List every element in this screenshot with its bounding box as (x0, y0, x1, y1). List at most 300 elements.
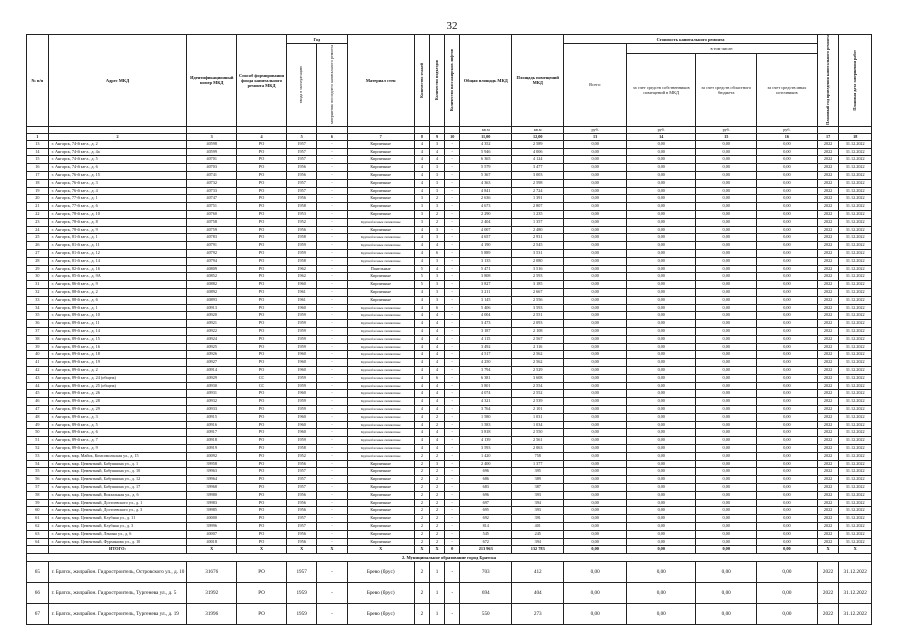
cell-plan-year: 2022 (817, 289, 839, 297)
cell-row-number: 37 (27, 328, 49, 336)
cell-deadline: 31.12.2022 (839, 343, 872, 351)
cell-address: г. Ангарск, 89-й кв-л., д. 3 (48, 413, 187, 421)
cell-plan-year: 2022 (817, 242, 839, 250)
cell-address: г. Ангарск, 89-й кв-л., д. 5 (48, 421, 187, 429)
cell-year-last-repair: - (317, 538, 347, 546)
cell-area-premises: 2 567 (512, 335, 564, 343)
cell-wall-material: Крупноблочные силикатные (347, 429, 414, 437)
cell-area-total: 4 363 (460, 179, 512, 187)
cell-cost-total: 0,00 (564, 148, 627, 156)
cell-wall-material: Крупноблочные силикатные (347, 452, 414, 460)
cell-id-number: 39968 (187, 483, 237, 491)
cell-lifts: - (445, 507, 460, 515)
cell-entrances: 4 (429, 265, 444, 273)
cell-plan-year: 2022 (817, 148, 839, 156)
cell-address: г. Ангарск, 74-й кв-л., д. 4а (48, 148, 187, 156)
cell-cost-total: 0,00 (564, 437, 627, 445)
header-num: № п/п (27, 35, 49, 127)
cell-cost-regional: 0,00 (696, 530, 757, 538)
cell-cost-other: 0,00 (757, 281, 818, 289)
cell-entrances: 3 (429, 289, 444, 297)
cell-wall-material: Крупноблочные силикатные (347, 343, 414, 351)
cell-year-built: 1952 (286, 218, 316, 226)
cell-floors: 2 (414, 507, 429, 515)
cell-fund-method: РО (237, 195, 287, 203)
cell-wall-material: Крупноблочные силикатные (347, 390, 414, 398)
cell-floors: 2 (414, 460, 429, 468)
unit-total: руб. (564, 126, 627, 133)
cell-year-last-repair: - (317, 179, 347, 187)
cell-plan-year: 2022 (817, 281, 839, 289)
total-x: X (347, 546, 414, 554)
cell-year-last-repair: - (317, 582, 347, 603)
cell-entrances: 4 (429, 328, 444, 336)
cell-row-number: 46 (27, 398, 49, 406)
cell-lifts: - (445, 203, 460, 211)
header-material: Материал стен (347, 35, 414, 127)
cell-cost-own: 0,00 (627, 405, 696, 413)
cell-fund-method: РО (237, 218, 287, 226)
header-deadline: Плановая дата завершения работ (839, 35, 872, 127)
cell-deadline: 31.12.2022 (839, 483, 872, 491)
cell-wall-material: Крупноблочные силикатные (347, 437, 414, 445)
cell-wall-material: Крупноблочные силикатные (347, 320, 414, 328)
cell-year-built: 1958 (286, 203, 316, 211)
cell-floors: 4 (414, 328, 429, 336)
cell-area-premises: 2 724 (512, 187, 564, 195)
cell-area-premises: 1 034 (512, 421, 564, 429)
cell-plan-year: 2022 (817, 187, 839, 195)
cell-address: г. Ангарск, 82-й кв-л., д. 16 (48, 265, 187, 273)
cell-entrances: 6 (429, 304, 444, 312)
cell-entrances: 3 (429, 257, 444, 265)
cell-lifts: - (445, 335, 460, 343)
cell-plan-year: 2022 (817, 359, 839, 367)
cell-cost-own: 0,00 (627, 203, 696, 211)
cell-area-premises: 2 080 (512, 257, 564, 265)
cell-wall-material: Кирпичные (347, 507, 414, 515)
cell-cost-regional: 0,00 (696, 140, 757, 148)
cell-plan-year: 2022 (817, 468, 839, 476)
cell-lifts: - (445, 374, 460, 382)
cell-year-built: 1959 (286, 250, 316, 258)
cell-plan-year: 2022 (817, 582, 839, 603)
cell-cost-other: 0,00 (757, 203, 818, 211)
cell-area-premises: 2 063 (512, 444, 564, 452)
cell-entrances: 3 (429, 203, 444, 211)
cell-row-number: 14 (27, 148, 49, 156)
cell-cost-other: 0,00 (757, 491, 818, 499)
cell-wall-material: Кирпичные (347, 148, 414, 156)
cell-id-number: 39963 (187, 468, 237, 476)
cell-area-premises: 2 931 (512, 234, 564, 242)
cell-wall-material: Кирпичные (347, 195, 414, 203)
cell-row-number: 59 (27, 499, 49, 507)
cell-address: г. Ангарск, 74-й кв-л., д. 5 (48, 156, 187, 164)
cell-id-number: 40809 (187, 265, 237, 273)
cell-cost-other: 0,00 (757, 405, 818, 413)
cell-plan-year: 2022 (817, 156, 839, 164)
cell-deadline: 31.12.2022 (839, 218, 872, 226)
cell-year-last-repair: - (317, 351, 347, 359)
cell-year-built: 1959 (286, 374, 316, 382)
cell-lifts: - (445, 390, 460, 398)
cell-deadline: 31.12.2022 (839, 304, 872, 312)
cell-fund-method: РО (237, 491, 287, 499)
cell-deadline: 31.12.2022 (839, 289, 872, 297)
cell-wall-material: Кирпичные (347, 460, 414, 468)
cell-cost-total: 0,00 (564, 382, 627, 390)
cell-entrances: 3 (429, 460, 444, 468)
cell-year-last-repair: - (317, 242, 347, 250)
table-row (27, 390, 872, 398)
table-row (27, 328, 872, 336)
cell-cost-own: 0,00 (627, 296, 696, 304)
cell-lifts: - (445, 343, 460, 351)
cell-cost-other: 0,00 (757, 351, 818, 359)
cell-wall-material: Крупноблочные силикатные (347, 250, 414, 258)
cell-id-number: 40932 (187, 398, 237, 406)
cell-lifts: - (445, 499, 460, 507)
cell-area-total: 4 139 (460, 437, 512, 445)
cell-row-number: 52 (27, 444, 49, 452)
cell-area-premises: 2 108 (512, 328, 564, 336)
cell-year-built: 1959 (286, 335, 316, 343)
cell-area-total: 3 473 (460, 320, 512, 328)
cell-cost-total: 0,00 (564, 343, 627, 351)
cell-area-premises: 758 (512, 452, 564, 460)
cell-cost-total: 0,00 (564, 460, 627, 468)
cell-wall-material: Крупноблочные силикатные (347, 257, 414, 265)
cell-entrances: 2 (429, 195, 444, 203)
cell-cost-own: 0,00 (627, 179, 696, 187)
cell-year-last-repair: - (317, 343, 347, 351)
table-row (27, 507, 872, 515)
cell-cost-total: 0,00 (564, 491, 627, 499)
cell-fund-method: РО (237, 257, 287, 265)
cell-deadline: 31.12.2022 (839, 538, 872, 546)
cell-plan-year: 2022 (817, 382, 839, 390)
column-number: 7 (347, 133, 414, 140)
cell-fund-method: РО (237, 289, 287, 297)
cell-lifts: - (445, 460, 460, 468)
cell-cost-regional: 0,00 (696, 273, 757, 281)
cell-wall-material: Крупноблочные силикатные (347, 351, 414, 359)
cell-year-built: 1960 (286, 304, 316, 312)
cell-area-premises: 389 (512, 476, 564, 484)
cell-id-number: 40926 (187, 351, 237, 359)
cell-year-last-repair: - (317, 226, 347, 234)
cell-cost-total: 0,00 (564, 156, 627, 164)
cell-row-number: 40 (27, 351, 49, 359)
cell-id-number: 40741 (187, 172, 237, 180)
cell-area-premises: 4 124 (512, 156, 564, 164)
cell-cost-other: 0,00 (757, 218, 818, 226)
cell-plan-year: 2022 (817, 343, 839, 351)
cell-fund-method: РО (237, 515, 287, 523)
cell-fund-method: РО (237, 296, 287, 304)
cell-fund-method: РО (237, 312, 287, 320)
cell-deadline: 31.12.2022 (839, 530, 872, 538)
cell-cost-own: 0,00 (627, 304, 696, 312)
cell-deadline: 31.12.2022 (839, 328, 872, 336)
cell-year-built: 1957 (286, 148, 316, 156)
cell-cost-regional: 0,00 (696, 250, 757, 258)
cell-wall-material: Кирпичные (347, 273, 414, 281)
cell-entrances: 3 (429, 273, 444, 281)
cell-floors: 2 (414, 561, 429, 582)
table-row (27, 452, 872, 460)
cell-lifts: - (445, 148, 460, 156)
cell-floors: 2 (414, 603, 429, 624)
cell-area-premises: 3 516 (512, 265, 564, 273)
cell-cost-other: 0,00 (757, 148, 818, 156)
cell-deadline: 31.12.2022 (839, 234, 872, 242)
cell-cost-regional: 0,00 (696, 538, 757, 546)
cell-cost-regional: 0,00 (696, 460, 757, 468)
cell-area-premises: 2 116 (512, 343, 564, 351)
cell-cost-own: 0,00 (627, 429, 696, 437)
cell-deadline: 31.12.2022 (839, 250, 872, 258)
cell-year-built: 1960 (286, 413, 316, 421)
cell-cost-regional: 0,00 (696, 437, 757, 445)
cell-floors: 3 (414, 195, 429, 203)
cell-lifts: - (445, 265, 460, 273)
capital-repair-table (26, 34, 872, 625)
cell-address: г. Ангарск, 89-й кв-л., д. 15 (48, 335, 187, 343)
cell-address: г. Ангарск, 89-й кв-л., д. 9 (48, 444, 187, 452)
cell-cost-regional: 0,00 (696, 320, 757, 328)
header-address: Адрес МКД (48, 35, 187, 127)
cell-cost-other: 0,00 (757, 582, 818, 603)
cell-plan-year: 2022 (817, 507, 839, 515)
cell-address: г. Братск, жилрайон. Гидростроитель, Островского ул., д. 10 (48, 561, 187, 582)
cell-year-built: 1959 (286, 382, 316, 390)
cell-deadline: 31.12.2022 (839, 398, 872, 406)
cell-wall-material: Крупноблочные силикатные (347, 382, 414, 390)
cell-area-premises: 2 562 (512, 351, 564, 359)
cell-area-total: 2 290 (460, 211, 512, 219)
cell-cost-own: 0,00 (627, 172, 696, 180)
cell-floors: 5 (414, 265, 429, 273)
cell-cost-regional: 0,00 (696, 476, 757, 484)
cell-year-last-repair: - (317, 530, 347, 538)
cell-deadline: 31.12.2022 (839, 421, 872, 429)
cell-cost-total: 0,00 (564, 179, 627, 187)
cell-address: г. Ангарск, мкр. Цементный, Бабушкина ул., д. 1 (48, 460, 187, 468)
cell-cost-total: 0,00 (564, 522, 627, 530)
cell-floors: 2 (414, 476, 429, 484)
cell-id-number: 39958 (187, 460, 237, 468)
cell-area-total: 4 841 (460, 187, 512, 195)
cell-cost-own: 0,00 (627, 452, 696, 460)
cell-cost-other: 0,00 (757, 273, 818, 281)
cell-cost-regional: 0,00 (696, 156, 757, 164)
cell-lifts: - (445, 413, 460, 421)
cell-lifts: - (445, 179, 460, 187)
cell-cost-other: 0,00 (757, 499, 818, 507)
cell-floors: 2 (414, 499, 429, 507)
cell-entrances: 2 (429, 499, 444, 507)
cell-cost-own: 0,00 (627, 413, 696, 421)
cell-cost-regional: 0,00 (696, 405, 757, 413)
cell-address: г. Ангарск, 74-й кв-л., д. 6 (48, 164, 187, 172)
cell-lifts: - (445, 164, 460, 172)
cell-fund-method: РО (237, 582, 287, 603)
cell-id-number: 39980 (187, 491, 237, 499)
cell-row-number: 51 (27, 437, 49, 445)
cell-wall-material: Кирпичные (347, 281, 414, 289)
cell-cost-total: 0,00 (564, 499, 627, 507)
cell-cost-other: 0,00 (757, 265, 818, 273)
cell-year-last-repair: - (317, 421, 347, 429)
cell-floors: 4 (414, 179, 429, 187)
cell-cost-other: 0,00 (757, 328, 818, 336)
cell-area-premises: 2 554 (512, 382, 564, 390)
cell-plan-year: 2022 (817, 413, 839, 421)
cell-fund-method: РО (237, 172, 287, 180)
table-row (27, 538, 872, 546)
cell-year-last-repair: - (317, 491, 347, 499)
cell-year-built: 1959 (286, 582, 316, 603)
cell-address: г. Ангарск, 89-й кв-л., д. 2 (48, 367, 187, 375)
header-area-total: Общая площадь МКД (460, 35, 512, 127)
cell-year-built: 1957 (286, 483, 316, 491)
cell-cost-own: 0,00 (627, 234, 696, 242)
cell-wall-material: Крупноблочные силикатные (347, 374, 414, 382)
cell-area-total: 5 889 (460, 250, 512, 258)
cell-lifts: - (445, 296, 460, 304)
total-x: X (187, 546, 237, 554)
cell-floors: 4 (414, 437, 429, 445)
cell-row-number: 65 (27, 561, 49, 582)
cell-row-number: 24 (27, 226, 49, 234)
cell-id-number: 31996 (187, 603, 237, 624)
cell-area-premises: 2 667 (512, 289, 564, 297)
cell-fund-method: РО (237, 398, 287, 406)
cell-id-number: 40732 (187, 179, 237, 187)
cell-area-premises: 1 391 (512, 195, 564, 203)
cell-id-number: 40893 (187, 296, 237, 304)
cell-wall-material: Панельные (347, 265, 414, 273)
cell-lifts: - (445, 195, 460, 203)
cell-year-built: 1957 (286, 476, 316, 484)
cell-cost-other: 0,00 (757, 382, 818, 390)
cell-entrances: 2 (429, 413, 444, 421)
cell-lifts: - (445, 522, 460, 530)
cell-entrances: 2 (429, 421, 444, 429)
cell-year-built: 1956 (286, 507, 316, 515)
cell-cost-regional: 0,00 (696, 234, 757, 242)
cell-floors: 4 (414, 351, 429, 359)
cell-year-last-repair: - (317, 522, 347, 530)
cell-cost-own: 0,00 (627, 421, 696, 429)
table-row (27, 148, 872, 156)
cell-area-premises: 2 556 (512, 296, 564, 304)
cell-cost-other: 0,00 (757, 320, 818, 328)
cell-year-last-repair: - (317, 603, 347, 624)
cell-fund-method: РО (237, 148, 287, 156)
cell-id-number: 31676 (187, 561, 237, 582)
cell-lifts: - (445, 476, 460, 484)
table-row (27, 320, 872, 328)
cell-deadline: 31.12.2022 (839, 390, 872, 398)
cell-plan-year: 2022 (817, 367, 839, 375)
cell-area-total: 3 764 (460, 405, 512, 413)
column-number: 8 (414, 133, 429, 140)
cell-wall-material: Кирпичные (347, 515, 414, 523)
cell-wall-material: Брево (брус) (347, 582, 414, 603)
header-lifts: Количество пассажирских лифтов (445, 35, 460, 127)
cell-area-premises: 395 (512, 468, 564, 476)
cell-fund-method: РО (237, 507, 287, 515)
cell-floors: 4 (414, 312, 429, 320)
cell-address: г. Ангарск, 89-й кв-л., д. 19 (48, 359, 187, 367)
cell-cost-own: 0,00 (627, 499, 696, 507)
cell-cost-other: 0,00 (757, 603, 818, 624)
cell-plan-year: 2022 (817, 328, 839, 336)
cell-cost-own: 0,00 (627, 483, 696, 491)
cell-cost-total: 0,00 (564, 250, 627, 258)
cell-cost-total: 0,00 (564, 390, 627, 398)
cell-row-number: 49 (27, 421, 49, 429)
cell-cost-other: 0,00 (757, 468, 818, 476)
cell-deadline: 31.12.2022 (839, 468, 872, 476)
cell-cost-own: 0,00 (627, 343, 696, 351)
cell-entrances: 6 (429, 250, 444, 258)
cell-address: г. Ангарск, 86-й кв-л., д. 9 (48, 281, 187, 289)
cell-cost-other: 0,00 (757, 374, 818, 382)
cell-lifts: - (445, 289, 460, 297)
cell-fund-method: РО (237, 413, 287, 421)
cell-year-last-repair: - (317, 460, 347, 468)
cell-cost-other: 0,00 (757, 437, 818, 445)
cell-fund-method: РО (237, 538, 287, 546)
cell-row-number: 32 (27, 289, 49, 297)
cell-row-number: 43 (27, 374, 49, 382)
cell-area-total: 696 (460, 468, 512, 476)
cell-area-total: 3 801 (460, 382, 512, 390)
cell-cost-regional: 0,00 (696, 522, 757, 530)
cell-lifts: - (445, 429, 460, 437)
cell-plan-year: 2022 (817, 312, 839, 320)
cell-deadline: 31.12.2022 (839, 491, 872, 499)
cell-plan-year: 2022 (817, 561, 839, 582)
cell-id-number: 40933 (187, 405, 237, 413)
cell-cost-other: 0,00 (757, 507, 818, 515)
cell-entrances: 3 (429, 140, 444, 148)
total-x: X (414, 546, 429, 554)
cell-area-total: 1 583 (460, 421, 512, 429)
cell-floors: 4 (414, 234, 429, 242)
cell-cost-total: 0,00 (564, 483, 627, 491)
cell-fund-method: РО (237, 452, 287, 460)
cell-row-number: 48 (27, 413, 49, 421)
cell-wall-material: Кирпичные (347, 468, 414, 476)
cell-year-last-repair: - (317, 507, 347, 515)
cell-wall-material: Кирпичные (347, 179, 414, 187)
cell-cost-total: 0,00 (564, 273, 627, 281)
cell-fund-method: РО (237, 234, 287, 242)
cell-fund-method: РО (237, 140, 287, 148)
cell-area-total: 3 492 (460, 343, 512, 351)
cell-year-last-repair: - (317, 281, 347, 289)
cell-floors: 4 (414, 335, 429, 343)
cell-entrances: 2 (429, 476, 444, 484)
cell-area-total: 3 827 (460, 281, 512, 289)
table-row (27, 351, 872, 359)
cell-cost-regional: 0,00 (696, 195, 757, 203)
